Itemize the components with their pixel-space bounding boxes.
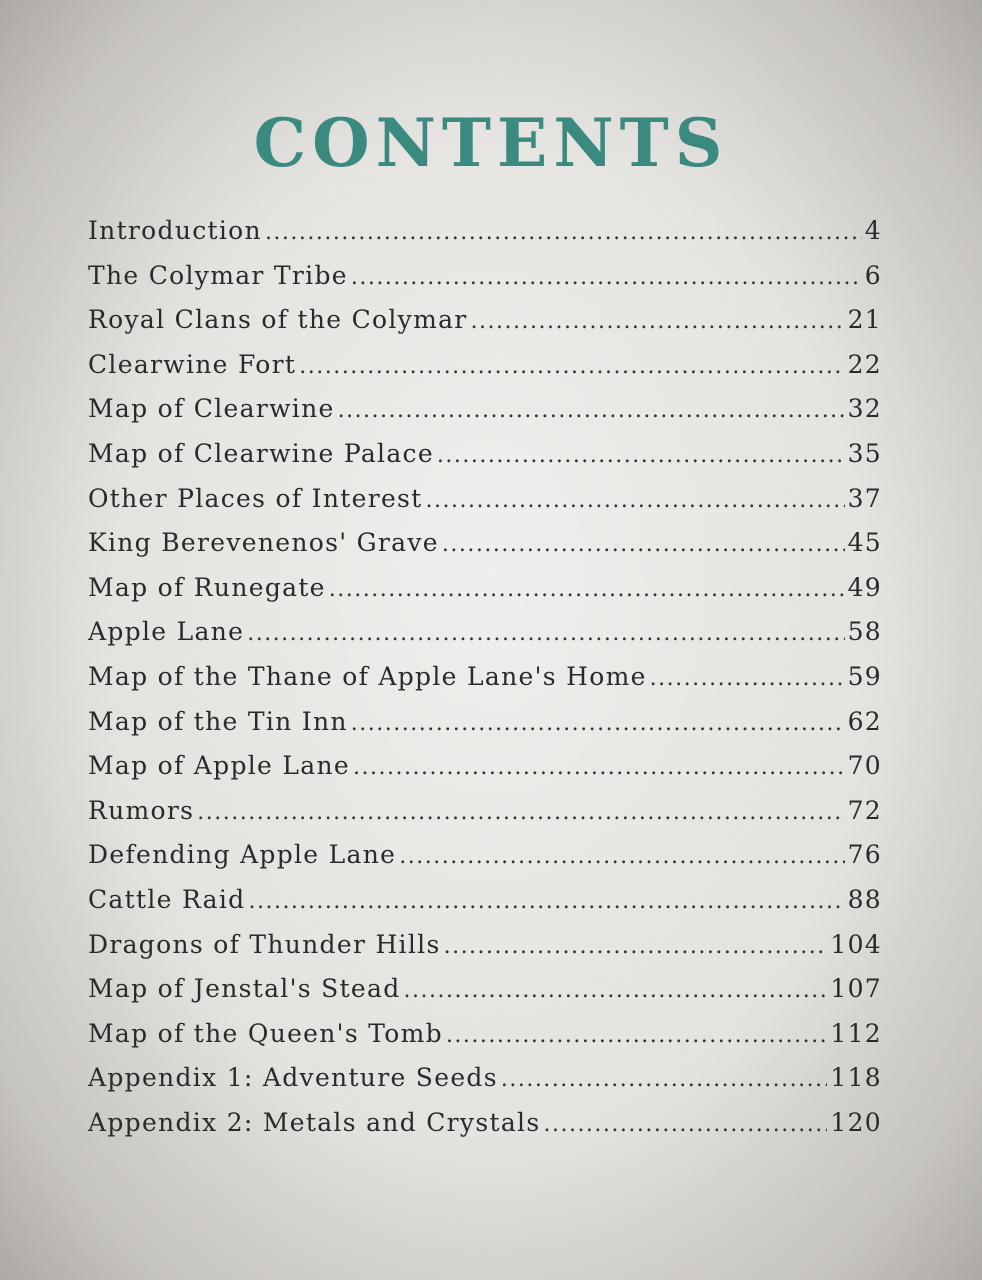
toc-entry-title: Apple Lane	[88, 617, 245, 647]
toc-entry[interactable]	[88, 484, 882, 529]
toc-entry[interactable]	[88, 662, 882, 707]
toc-leader-dots	[265, 220, 862, 245]
toc-entry-page-number: 107	[830, 974, 882, 1004]
toc-entry-title: Appendix 1: Adventure Seeds	[88, 1063, 498, 1093]
toc-leader-dots	[426, 488, 845, 513]
toc-entry-title: Map of the Queen's Tomb	[88, 1018, 443, 1048]
toc-entry-page-number: 58	[847, 617, 882, 647]
toc-entry-title: Map of Runegate	[88, 572, 326, 602]
toc-entry-page-number: 59	[847, 661, 882, 691]
toc-entry[interactable]	[88, 350, 882, 395]
toc-entry[interactable]	[88, 930, 882, 975]
toc-entry-page-number: 6	[864, 260, 882, 290]
toc-entry-page-number: 76	[847, 840, 882, 870]
toc-entry[interactable]	[88, 305, 882, 350]
toc-leader-dots	[650, 666, 845, 691]
toc-leader-dots	[437, 443, 845, 468]
toc-entry-page-number: 88	[847, 884, 882, 914]
toc-entry-page-number: 112	[830, 1018, 882, 1048]
page-title: CONTENTS	[253, 104, 729, 182]
table-of-contents	[88, 216, 882, 1152]
toc-entry[interactable]	[88, 573, 882, 618]
toc-entry[interactable]	[88, 751, 882, 796]
toc-leader-dots	[444, 934, 828, 959]
toc-entry[interactable]	[88, 261, 882, 306]
toc-entry-page-number: 70	[847, 751, 882, 781]
toc-leader-dots	[329, 577, 845, 602]
toc-entry-page-number: 22	[847, 349, 882, 379]
toc-entry[interactable]	[88, 439, 882, 484]
toc-entry-title: Royal Clans of the Colymar	[88, 305, 468, 335]
toc-entry-page-number: 21	[847, 305, 882, 335]
toc-entry-page-number: 104	[830, 929, 882, 959]
toc-leader-dots	[501, 1067, 828, 1092]
toc-entry-title: Map of Clearwine	[88, 394, 335, 424]
toc-leader-dots	[543, 1112, 827, 1137]
toc-entry-title: Defending Apple Lane	[88, 840, 397, 870]
toc-leader-dots	[471, 309, 845, 334]
toc-entry[interactable]	[88, 216, 882, 261]
toc-leader-dots	[351, 265, 862, 290]
toc-leader-dots	[197, 800, 844, 825]
toc-entry-page-number: 35	[847, 438, 882, 468]
toc-entry-title: Map of Jenstal's Stead	[88, 974, 401, 1004]
toc-entry-title: Introduction	[88, 216, 262, 245]
toc-entry[interactable]	[88, 707, 882, 752]
toc-entry-title: Map of Clearwine Palace	[88, 438, 434, 468]
toc-entry-page-number: 4	[864, 216, 882, 245]
toc-entry-page-number: 72	[847, 795, 882, 825]
toc-leader-dots	[446, 1023, 827, 1048]
toc-entry-title: Appendix 2: Metals and Crystals	[88, 1107, 541, 1137]
toc-entry-title: Dragons of Thunder Hills	[88, 929, 441, 959]
toc-leader-dots	[248, 889, 844, 914]
toc-leader-dots	[299, 354, 844, 379]
toc-leader-dots	[353, 755, 845, 780]
toc-entry-page-number: 45	[847, 528, 882, 558]
toc-entry[interactable]	[88, 840, 882, 885]
toc-entry-title: Map of Apple Lane	[88, 751, 351, 781]
toc-entry-page-number: 120	[830, 1107, 882, 1137]
toc-entry-page-number: 32	[847, 394, 882, 424]
toc-entry-title: Cattle Raid	[88, 884, 246, 914]
toc-entry[interactable]	[88, 1108, 882, 1153]
toc-entry[interactable]	[88, 974, 882, 1019]
toc-leader-dots	[338, 398, 845, 423]
toc-entry[interactable]	[88, 1063, 882, 1108]
toc-entry-title: Clearwine Fort	[88, 349, 297, 379]
toc-entry-title: Map of the Tin Inn	[88, 706, 348, 736]
toc-entry-title: Other Places of Interest	[88, 483, 423, 513]
toc-leader-dots	[247, 621, 844, 646]
toc-entry[interactable]	[88, 1019, 882, 1064]
toc-entry[interactable]	[88, 617, 882, 662]
toc-leader-dots	[399, 844, 844, 869]
toc-leader-dots	[351, 711, 845, 736]
toc-entry-page-number: 118	[830, 1063, 882, 1093]
toc-entry-title: Map of the Thane of Apple Lane's Home	[88, 661, 647, 691]
toc-leader-dots	[442, 532, 845, 557]
toc-entry-title: King Berevenenos' Grave	[88, 528, 439, 558]
toc-entry-page-number: 37	[847, 483, 882, 513]
toc-entry[interactable]	[88, 885, 882, 930]
toc-leader-dots	[404, 978, 828, 1003]
toc-entry-title: Rumors	[88, 795, 195, 825]
toc-entry-page-number: 62	[847, 706, 882, 736]
toc-entry[interactable]	[88, 394, 882, 439]
toc-entry[interactable]	[88, 796, 882, 841]
toc-entry-page-number: 49	[847, 572, 882, 602]
toc-entry-title: The Colymar Tribe	[88, 260, 348, 290]
toc-entry[interactable]	[88, 528, 882, 573]
